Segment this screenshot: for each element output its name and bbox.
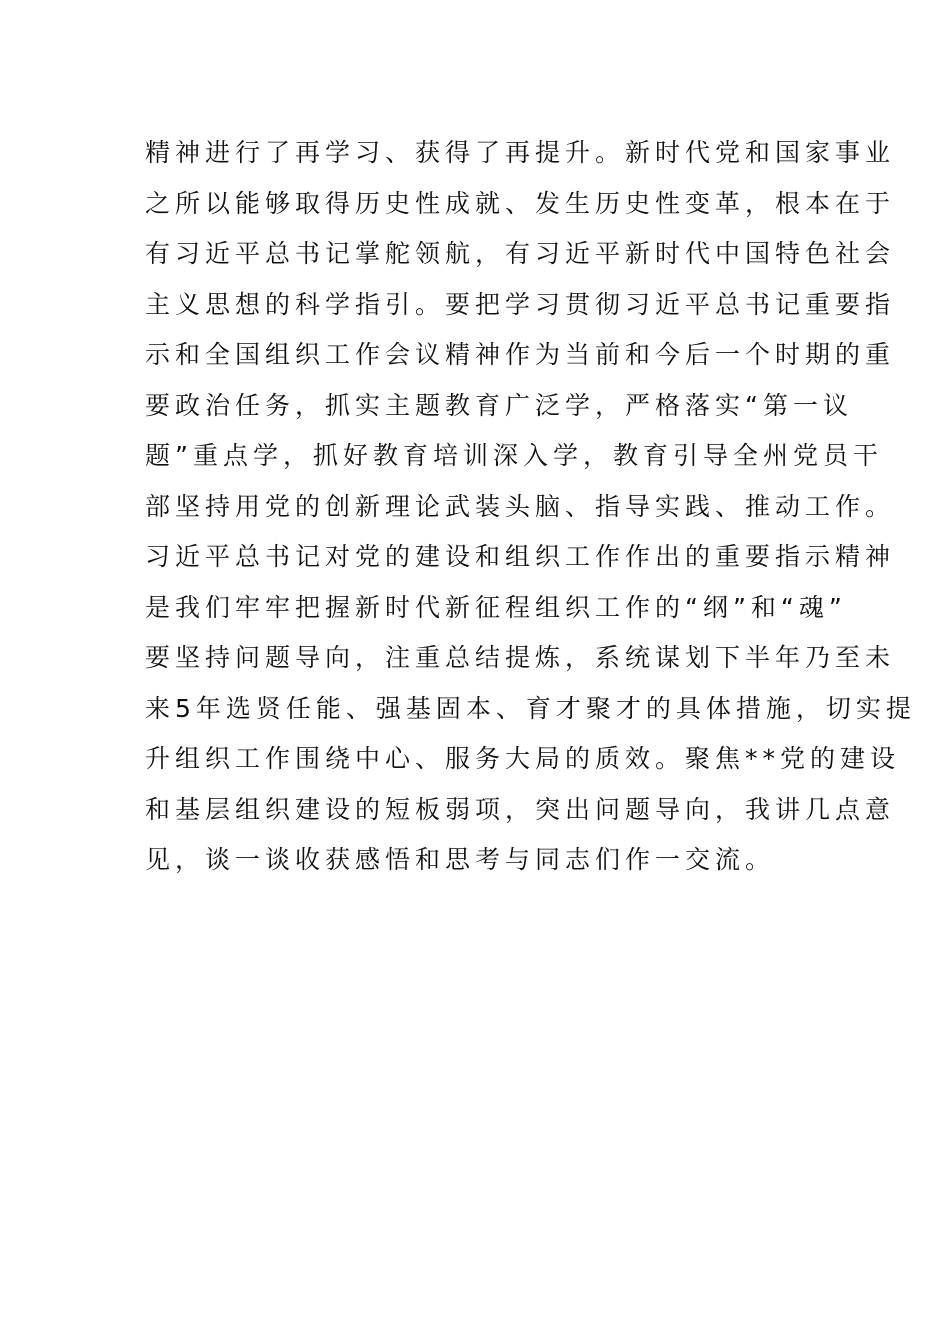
text-line: 要政治任务，抓实主题教育广泛学，严格落实“第一议 [145,390,853,420]
text-line: 升组织工作围绕中心、服务大局的质效。聚焦**党的建设 [145,744,901,773]
text-line: 是我们牢牢把握新时代新征程组织工作的“纲”和“魂” [145,592,847,622]
text-line: 题”重点学，抓好教育培训深入学，教育引导全州党员干 [145,441,883,470]
text-line: 见，谈一谈收获感悟和思考与同志们作一交流。 [145,845,776,874]
body-paragraph [145,128,916,886]
text-line: 主义思想的科学指引。要把学习贯彻习近平总书记重要指 [145,289,896,319]
text-line: 精神进行了再学习、获得了再提升。新时代党和国家事业 [145,138,896,167]
text-line: 和基层组织建设的短板弱项，突出问题导向，我讲几点意 [145,794,896,824]
text-line: 有习近平总书记掌舵领航，有习近平新时代中国特色社会 [145,239,896,268]
text-line: 示和全国组织工作会议精神作为当前和今后一个时期的重 [145,340,896,369]
text-line: 之所以能够取得历史性成就、发生历史性变革，根本在于 [145,188,896,218]
text-line: 要坚持问题导向，注重总结提炼，系统谋划下半年乃至未 [145,643,896,672]
text-line: 习近平总书记对党的建设和组织工作作出的重要指示精神 [145,542,896,571]
text-line: 来5年选贤任能、强基固本、育才聚才的具体措施，切实提 [145,693,916,723]
text-line: 部坚持用党的创新理论武装头脑、指导实践、推动工作。 [145,491,896,521]
